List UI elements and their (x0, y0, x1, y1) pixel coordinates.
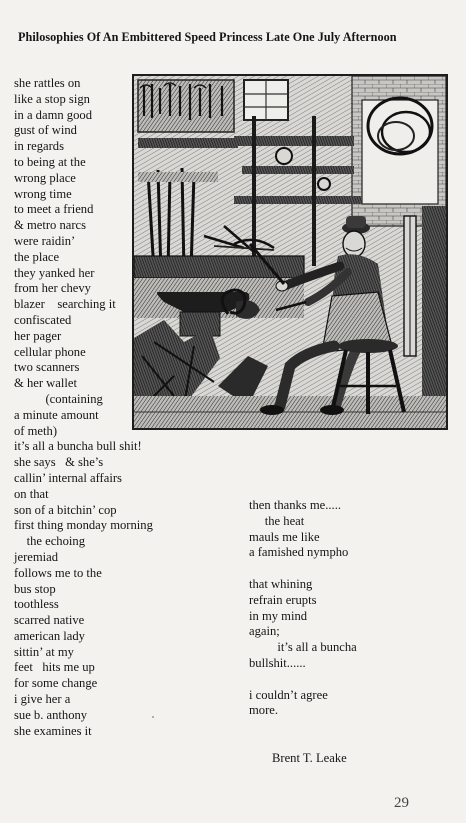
poem-line: follows me to the (14, 565, 102, 580)
poem-line: she says & she’s (14, 455, 104, 470)
poem-line: in regards (14, 139, 65, 154)
print-speck (152, 716, 154, 718)
page-number: 29 (394, 795, 409, 811)
poem-line: wrong time (14, 186, 72, 201)
poem-line: from her chevy (14, 281, 91, 296)
poem-line: bus stop (14, 581, 56, 596)
poem-line: callin’ internal affairs (14, 470, 122, 485)
poem-line: of meth) (14, 423, 58, 438)
poem-line: in my mind (249, 608, 308, 623)
poem-line: her pager (14, 328, 62, 343)
poem-line: first thing monday morning (14, 518, 153, 533)
poem-line: a minute amount (14, 407, 99, 422)
poem-line: the place (14, 249, 60, 264)
poem-line: scarred native (14, 613, 85, 628)
poem-line: son of a bitchin’ cop (14, 502, 117, 517)
stanza (249, 577, 449, 672)
poem-line: that whining (249, 576, 313, 591)
poem-line: again; (249, 624, 280, 639)
poem-line: she examines it (14, 723, 92, 738)
poem-line: it’s all a buncha (249, 640, 357, 655)
poem-line: were raidin’ (14, 233, 76, 248)
poem-line: & metro narcs (14, 218, 87, 233)
poem-line: sue b. anthony (14, 707, 88, 722)
poem-line: feet hits me up (14, 660, 95, 675)
poem-line: cellular phone (14, 344, 86, 359)
poem-line: to being at the (14, 154, 86, 169)
poem-left-column (14, 76, 224, 739)
author-byline: Brent T. Leake (272, 751, 347, 765)
poem-line: bullshit...... (249, 655, 306, 670)
stanza (249, 688, 449, 720)
poem-line: she rattles on (14, 76, 81, 90)
poem-line: more. (249, 703, 279, 718)
poem-line: in a damn good (14, 107, 92, 122)
poem-line: gust of wind (14, 123, 77, 138)
poem-line: it’s all a buncha bull shit! (14, 439, 142, 454)
poem-line: american lady (14, 628, 85, 643)
poem-line: two scanners (14, 360, 80, 375)
poem-line: blazer searching it (14, 297, 116, 312)
poem-line: mauls me like (249, 529, 320, 544)
poem-line: the heat (249, 513, 305, 528)
poem-line: on that (14, 486, 49, 501)
stanza-break (249, 561, 449, 577)
poem-line: & her wallet (14, 376, 77, 391)
poem-line: confiscated (14, 312, 72, 327)
poem-line: a famished nympho (249, 545, 349, 560)
poem-line: wrong place (14, 170, 76, 185)
poem-line: toothless (14, 597, 59, 612)
poem-line: sittin’ at my (14, 644, 74, 659)
poem-line: jeremiad (14, 549, 59, 564)
stanza-break (249, 672, 449, 688)
poem-right-column (249, 498, 449, 719)
poem-line: they yanked her (14, 265, 95, 280)
poem-line: then thanks me..... (249, 498, 341, 512)
poem-line: (containing (14, 391, 103, 406)
poem-line: refrain erupts (249, 592, 317, 607)
poem-line: for some change (14, 676, 98, 691)
poem-line: like a stop sign (14, 91, 90, 106)
stanza (249, 498, 449, 561)
poem-title: Philosophies Of An Embittered Speed Princess Late One July Afternoon (18, 30, 397, 44)
poem-line: i couldn’t agree (249, 687, 328, 702)
poem-line: i give her a (14, 692, 71, 707)
poem-line: the echoing (14, 534, 85, 549)
poem-line: to meet a friend (14, 202, 94, 217)
